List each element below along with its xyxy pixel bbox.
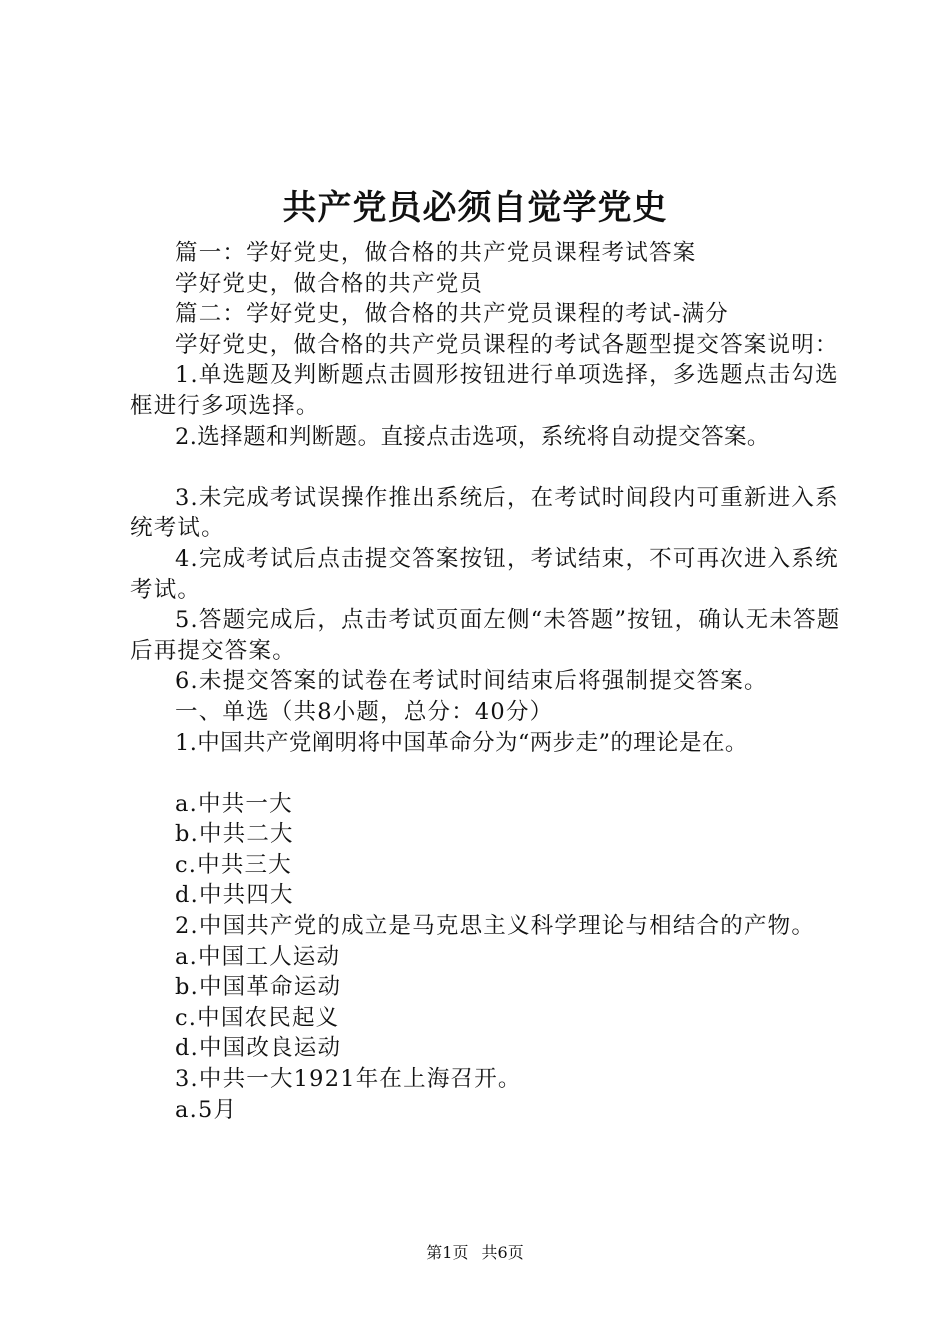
question-2: 2.中国共产党的成立是马克思主义科学理论与相结合的产物。 [175,913,816,940]
instruction-4: 4.完成考试后点击提交答案按钮，考试结束，不可再次进入系统考试。 [130,545,839,603]
question-1-option-b: b.中共二大 [175,821,294,848]
paragraph-1: 篇一：学好党史，做合格的共产党员课程考试答案 [175,240,697,266]
question-2-option-a: a.中国工人运动 [175,943,341,970]
question-1-option-d: d.中共四大 [175,882,294,909]
section-heading: 一、单选（共8小题，总分：40分） [175,698,554,725]
question-2-option-b: b.中国革命运动 [175,974,342,1001]
instruction-6: 6.未提交答案的试卷在考试时间结束后将强制提交答案。 [175,668,768,695]
page-footer [0,1242,950,1264]
question-2-option-d: d.中国改良运动 [175,1035,342,1062]
instruction-2: 2.选择题和判断题。直接点击选项，系统将自动提交答案。 [175,423,770,450]
question-1-option-a: a.中共一大 [175,790,293,817]
document-title: 共产党员必须自觉学党史 [282,188,668,228]
page-total: 共6页 [481,1243,524,1262]
question-1: 1.中国共产党阐明将中国革命分为“两步走”的理论是在。 [175,729,748,756]
question-1-option-c: c.中共三大 [175,851,292,878]
instruction-3: 3.未完成考试误操作推出系统后，在考试时间段内可重新进入系统考试。 [130,484,839,542]
document-body [130,238,850,1125]
spacer [130,758,850,789]
question-3-option-a: a.5月 [175,1096,238,1123]
spacer [130,452,850,483]
question-2-option-c: c.中国农民起义 [175,1004,340,1031]
question-3: 3.中共一大1921年在上海召开。 [175,1066,522,1093]
instruction-1: 1.单选题及判断题点击圆形按钮进行单项选择，多选题点击勾选框进行多项选择。 [130,362,839,419]
instruction-5: 5.答题完成后，点击考试页面左侧“未答题”按钮，确认无未答题后再提交答案。 [130,607,841,664]
paragraph-3: 篇二：学好党史，做合格的共产党员课程的考试-满分 [175,301,729,328]
paragraph-2: 学好党史，做合格的共产党员 [175,270,484,297]
paragraph-4: 学好党史，做合格的共产党员课程的考试各题型提交答案说明： [175,331,839,358]
page-number: 第1页 [426,1243,469,1262]
